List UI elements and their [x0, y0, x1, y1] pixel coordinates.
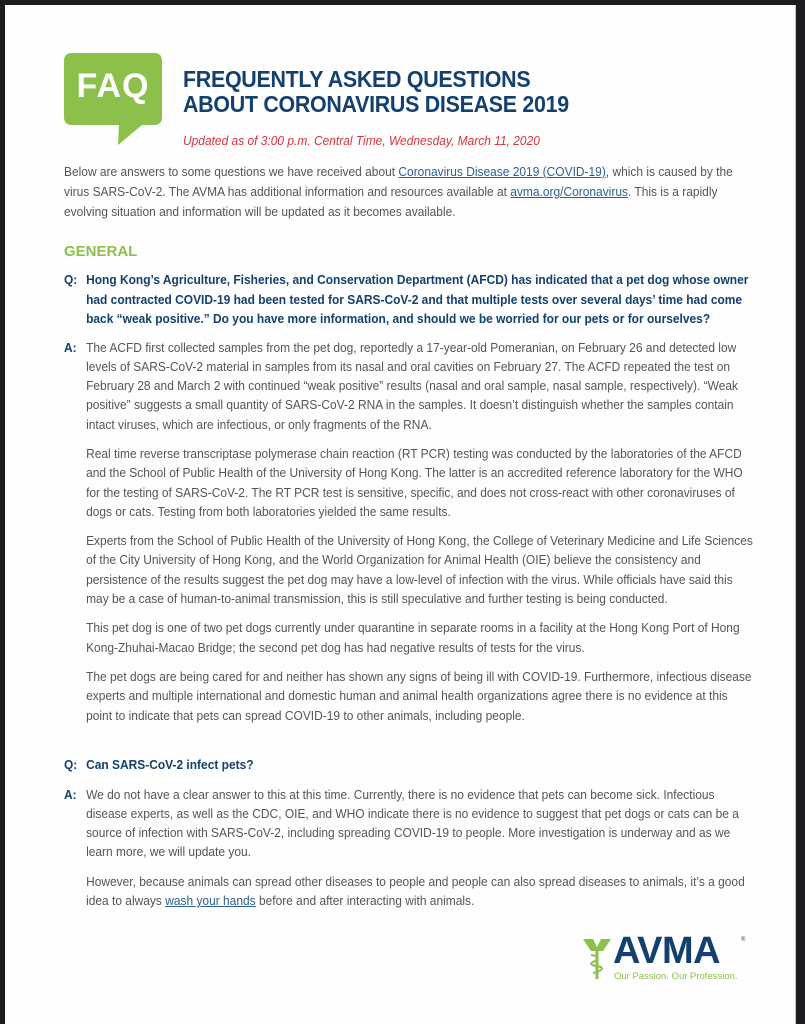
answer-row — [64, 338, 754, 735]
avma-coronavirus-link[interactable]: avma.org/Coronavirus — [510, 184, 628, 199]
faq-badge-label: FAQ — [76, 67, 150, 105]
intro-text: . This is a rapidly evolving situation and information will be updated as it becomes available. — [64, 184, 718, 219]
avma-logo — [581, 930, 751, 985]
question-text: Hong Kong’s Agriculture, Fisheries, and Conservation Department (AFCD) has indicated that a pet dog whose owner had contracted COVID-19 had been tested for SARS-CoV-2 and that multiple tests over several days’ time had come back “weak positive.” Do you have more information, and should we be worried for our pets or for ourselves? — [86, 272, 749, 326]
intro-text: , which is caused by the virus SARS-CoV-2. The AVMA has additional information and resources available at — [64, 164, 733, 199]
faq-speech-bubble-icon — [64, 53, 162, 145]
question-label: Q: — [64, 757, 78, 772]
answer-body — [86, 338, 754, 735]
question-row — [64, 270, 754, 329]
caduceus-icon — [583, 937, 611, 981]
avma-wordmark: AVMA — [613, 930, 721, 972]
section-heading-general: GENERAL — [64, 243, 138, 260]
answer-paragraph: We do not have a clear answer to this at this time. Currently, there is no evidence that pets can become sick. Infectious disease experts, as well as the CDC, OIE, and WHO indicate there is no evidence to suggest that pet dogs or cats can be a source of infection with SARS-CoV-2, including spreading COVID-19 to people. More investigation is underway and as we learn more, we will update you. — [86, 786, 739, 860]
qa-item-2 — [64, 755, 754, 920]
updated-timestamp: Updated as of 3:00 p.m. Central Time, Wednesday, March 11, 2020 — [183, 133, 540, 148]
qa-item-1 — [64, 270, 754, 735]
page-title — [183, 67, 569, 117]
question-text: Can SARS-CoV-2 infect pets? — [86, 757, 254, 772]
answer-paragraph: Experts from the School of Public Health of the University of Hong Kong, the College of Veterinary Medicine and Life Sciences of the City University of Hong Kong, and the World Organization for Animal Health (OIE) believe the consistency and persistence of the results suggest the pet dog may have a low-level of infection with the virus. While officials have said this may be a case of human-to-animal transmission, this is still speculative and further testing is being conducted. — [86, 533, 753, 607]
answer-row — [64, 785, 754, 921]
intro-paragraph — [64, 162, 754, 222]
intro-text: Below are answers to some questions we have received about — [64, 164, 399, 179]
answer-body — [86, 785, 754, 921]
answer-paragraph: Real time reverse transcriptase polymerase chain reaction (RT PCR) testing was conducted by the laboratories of the AFCD and the School of Public Health of the University of Hong Kong. The latter is an accredited reference laboratory for the WHO for the testing of SARS-CoV-2. The RT PCR test is sensitive, specific, and does not cross-react with other coronaviruses of dogs or cats. Testing from both laboratories yielded the same results. — [86, 445, 743, 519]
question-row — [64, 755, 754, 775]
title-line-2: ABOUT CORONAVIRUS DISEASE 2019 — [183, 91, 569, 117]
avma-tagline: Our Passion. Our Profession. — [614, 971, 738, 982]
answer-paragraph: The pet dogs are being cared for and neither has shown any signs of being ill with COVID-19. Furthermore, infectious disease experts and multiple international and domestic human and animal health organizations agree there is no evidence at this point to indicate that pets can spread COVID-19 to other animals, including people. — [86, 668, 752, 723]
answer-paragraph: The ACFD first collected samples from the pet dog, reportedly a 17-year-old Pomeranian, on February 26 and detected low levels of SARS-CoV-2 material in samples from its nasal and oral cavities on February 27. The ACFD repeated the test on February 28 and March 2 with continued “weak positive” results (nasal and oral sample, nasal sample, respectively). “Weak positive” suggests a small quantity of SARS-CoV-2 RNA in the samples. It doesn’t distinguish whether the samples contain intact viruses, which are infectious, or only fragments of the RNA. — [86, 339, 738, 432]
answer-text: However, because animals can spread other diseases to people and people can also spread diseases to animals, it’s a good idea to always — [86, 873, 745, 908]
answer-label: A: — [64, 339, 77, 355]
title-line-1: FREQUENTLY ASKED QUESTIONS — [183, 66, 531, 92]
covid19-link[interactable]: Coronavirus Disease 2019 (COVID-19) — [398, 164, 606, 179]
wash-your-hands-link[interactable]: wash your hands — [165, 892, 256, 908]
answer-label: A: — [64, 786, 77, 802]
registered-mark: ® — [741, 937, 746, 943]
answer-text: before and after interacting with animals. — [255, 892, 475, 908]
answer-paragraph: This pet dog is one of two pet dogs currently under quarantine in separate rooms in a facility at the Hong Kong Port of Hong Kong-Zhuhai-Macao Bridge; the second pet dog has had negative results of tests for the virus. — [86, 620, 740, 655]
document-page — [5, 5, 796, 1024]
answer-paragraph — [86, 872, 754, 911]
question-label: Q: — [64, 272, 78, 287]
